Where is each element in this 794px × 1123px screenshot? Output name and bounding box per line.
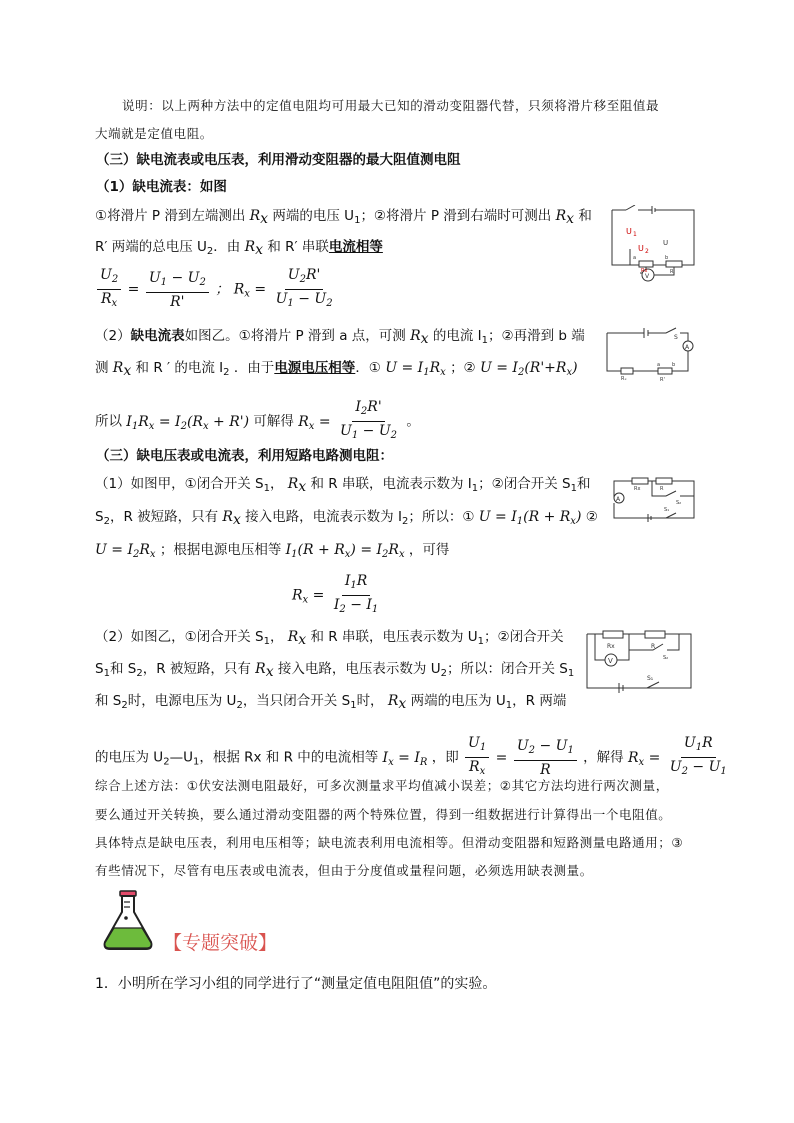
circuit-diagram-4 bbox=[583, 628, 695, 694]
circuit-diagram-1 bbox=[608, 205, 698, 283]
label-r-prime: R' bbox=[670, 269, 675, 275]
ammeter-label: A bbox=[616, 496, 621, 503]
section-banner-title: 【专题突破】 bbox=[163, 932, 278, 954]
paragraph-line: $U = I_2R_x$ ；根据电源电压相等 $I_1(R + R_x) = I_2R_x$ ，可得 bbox=[95, 542, 450, 560]
voltmeter-label: V bbox=[645, 273, 650, 280]
paragraph-line: 测 $R_x$ 和 R ′ 的电流 $I_2$ ．由于电源电压相等．① $U = I_1R_x$ ；② $U = I_2(R'+R_x)$ bbox=[95, 360, 578, 379]
label-u1: U bbox=[626, 227, 632, 236]
label-u2: U bbox=[638, 244, 644, 253]
label-b: b bbox=[665, 255, 669, 261]
paragraph-line: $S_1$和 $S_2$，R 被短路，只有 $R_x$ 接入电路，电压表示数为 $U_2$；所以：闭合开关 $S_1$ bbox=[95, 661, 575, 680]
paragraph-line: 的电压为 $U_2—U_1$，根据 Rx 和 R 中的电流相等 $I_x = I_R$ ，即 $\frac{U_1}{R_x}$ = $\frac{U_2 - U_1}{R}$ ，解得 $R_x$ = $\frac{U_1R}{U_2 - U_1}$ bbox=[95, 735, 727, 778]
paragraph-line: R′ 两端的总电压 $U_2$．由 $R_x$ 和 R′ 串联电流相等 bbox=[95, 239, 383, 258]
paragraph-line: ①将滑片 P 滑到左端测出 $R_x$ 两端的电压 $U_1$；②将滑片 P 滑到右端时可测出 $R_x$ 和 bbox=[95, 208, 592, 227]
note-line-1: 说明：以上两种方法中的定值电阻均可用最大已知的滑动变阻器代替，只须将滑片移至阻值最 bbox=[122, 98, 660, 113]
summary-line-2: 要么通过开关转换，要么通过滑动变阻器的两个特殊位置，得到一组数据进行计算得出一个电阻值。 bbox=[95, 807, 672, 822]
emphasis-voltage-equal: 电源电压相等 bbox=[274, 360, 356, 376]
voltmeter-label: V bbox=[608, 657, 613, 665]
label-r: R bbox=[651, 643, 656, 650]
sub-heading-missing-ammeter: （1）缺电流表：如图 bbox=[96, 179, 227, 195]
note-line-2: 大端就是定值电阻。 bbox=[95, 126, 213, 141]
circuit-diagram-3 bbox=[610, 476, 700, 524]
label-rx: Rx bbox=[607, 643, 615, 650]
emphasis-current-equal: 电流相等 bbox=[328, 239, 383, 255]
label-rx: Rx bbox=[641, 268, 648, 274]
equation-ratio: $\frac{U_2}{R_x}$ = $\frac{U_1 - U_2}{R'}$ ； $R_x$ = $\frac{U_2R'}{U_1 - U_2}$ bbox=[95, 266, 338, 313]
label-rx: Rₓ bbox=[621, 376, 627, 382]
label-rx: Rx bbox=[634, 486, 641, 492]
label-b: b bbox=[672, 362, 676, 368]
label-s2: S₂ bbox=[663, 655, 669, 661]
ammeter-label: A bbox=[685, 344, 690, 351]
summary-line-3: 具体特点是缺电压表，利用电压相等；缺电流表利用电流相等。但滑动变阻器和短路测量电路通用；③ bbox=[95, 835, 684, 850]
summary-line-1: 综合上述方法：①伏安法测电阻最好，可多次测量求平均值减小误差；②其它方法均进行两次测量， bbox=[95, 778, 669, 793]
label-u2-subscript: 2 bbox=[645, 248, 649, 255]
label-s: S bbox=[674, 334, 678, 341]
paragraph-line: $S_2$，R 被短路，只有 $R_x$ 接入电路，电流表示数为 $I_2$；所以：① $U = I_1(R + R_x)$ ② bbox=[95, 509, 598, 528]
label-s1: S₁ bbox=[664, 507, 670, 513]
section-heading-sliding-rheostat: （三）缺电流表或电压表，利用滑动变阻器的最大阻值测电阻 bbox=[96, 152, 461, 168]
label-s1: S₁ bbox=[647, 675, 654, 682]
paragraph-line: （2）如图乙，①闭合开关 $S_1$， $R_x$ 和 R 串联，电压表示数为 $U_1$；②闭合开关 bbox=[95, 629, 564, 648]
label-u1-subscript: 1 bbox=[633, 231, 637, 238]
paragraph-line: （1）如图甲，①闭合开关 $S_1$， $R_x$ 和 R 串联，电流表示数为 $I_1$；②闭合开关 $S_1$和 bbox=[95, 476, 591, 495]
equation-result-1: $R_x$ = $\frac{I_1R}{I_2 - I_1}$ bbox=[292, 573, 379, 615]
summary-line-4: 有些情况下，尽管有电压表或电流表，但由于分度值或量程问题，必须选用缺表测量。 bbox=[95, 863, 593, 878]
label-u1-minus-u2: U bbox=[663, 239, 669, 247]
flask-icon bbox=[100, 890, 160, 952]
question-1-text: 1．小明所在学习小组的同学进行了“测量定值电阻阻值”的实验。 bbox=[95, 976, 497, 992]
label-r-prime: R' bbox=[660, 377, 665, 383]
paragraph-line: 和 $S_2$时，电源电压为 $U_2$，当只闭合开关 $S_1$时， $R_x$ 两端的电压为 $U_1$，R 两端 bbox=[95, 693, 567, 712]
circuit-diagram-2 bbox=[604, 323, 699, 383]
paragraph-line: 所以 $I_1R_x = I_2(R_x + R')$ 可解得 $R_x$ = $\frac{I_2R'}{U_1 - U_2}$ 。 bbox=[95, 399, 420, 441]
label-a: a bbox=[657, 362, 661, 368]
label-r: R bbox=[660, 486, 664, 492]
label-a: a bbox=[633, 255, 637, 261]
section-heading-short-circuit: （三）缺电压表或电流表，利用短路电路测电阻： bbox=[96, 448, 393, 464]
paragraph-line: （2）缺电流表如图乙。①将滑片 P 滑到 a 点，可测 $R_x$ 的电流 $I_1$；②再滑到 b 端 bbox=[95, 328, 585, 347]
label-s2: S₂ bbox=[676, 500, 682, 506]
